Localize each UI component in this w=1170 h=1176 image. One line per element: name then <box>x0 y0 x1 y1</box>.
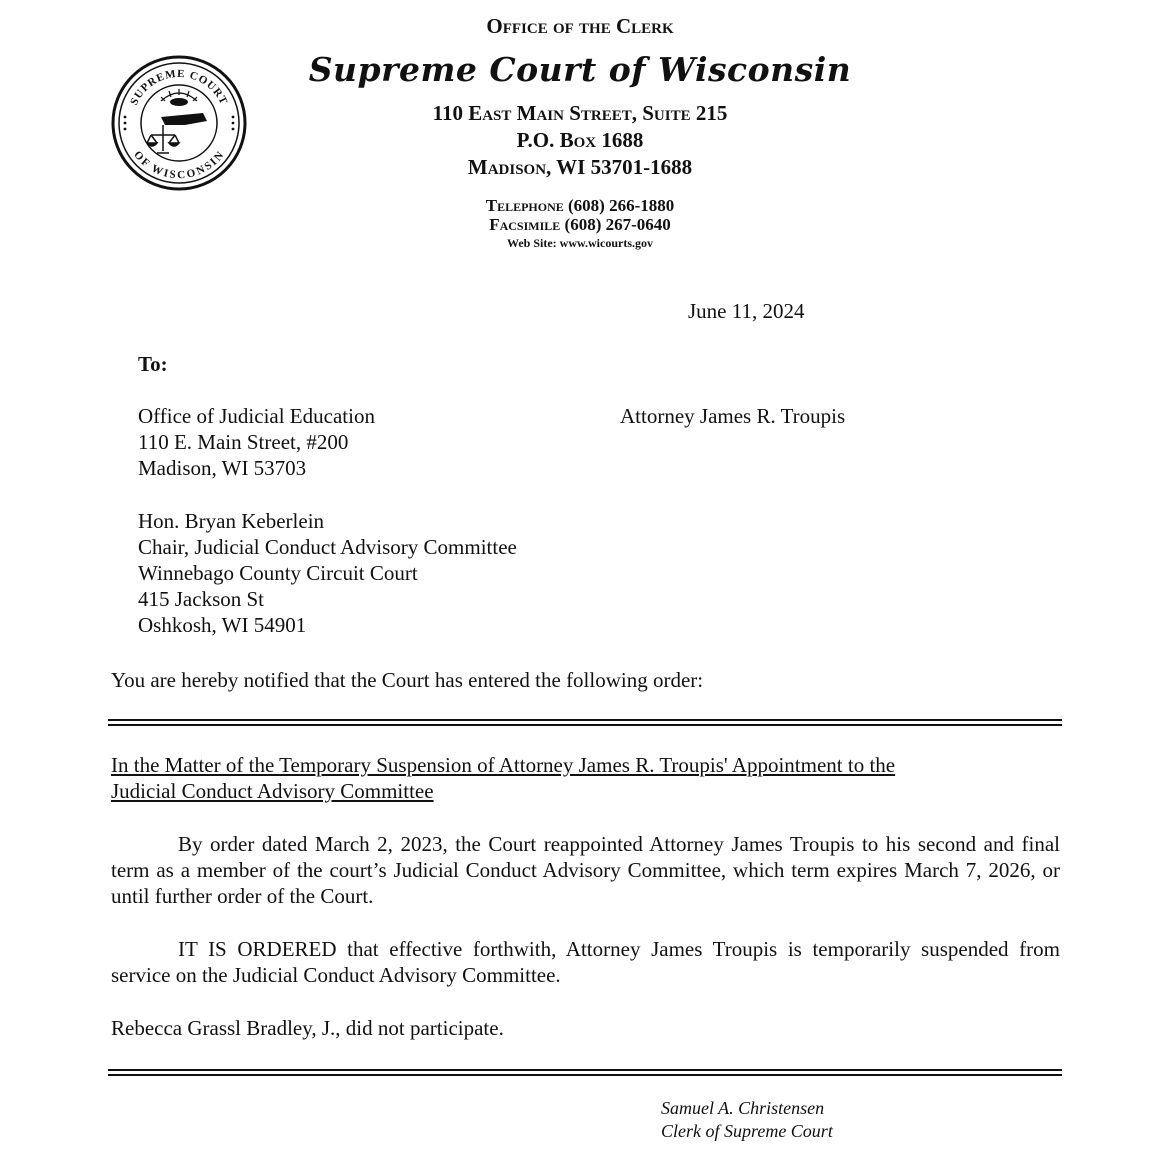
caption-line-1: In the Matter of the Temporary Suspension of Attorney James R. Troupis' Appointment to the <box>111 753 896 777</box>
signature-block <box>661 1097 833 1143</box>
recipient-block-2 <box>138 508 517 638</box>
divider-bottom <box>108 1069 1062 1076</box>
paragraph-text: By order dated March 2, 2023, the Court reappointed Attorney James Troupis to his second and final term as a member of the court’s Judicial Conduct Advisory Committee, which term expires March 7, 2026, or until further order of the Court. <box>111 832 1060 908</box>
recipient-line: Oshkosh, WI 54901 <box>138 613 307 637</box>
nonparticipation-note: Rebecca Grassl Bradley, J., did not participate. <box>111 1016 504 1040</box>
recipient-line: Hon. Bryan Keberlein <box>138 509 325 533</box>
order-paragraph-2 <box>111 936 1060 988</box>
divider-top <box>108 719 1062 726</box>
to-label: To: <box>138 352 168 376</box>
recipient-line: 415 Jackson St <box>138 587 264 611</box>
address-line-3: Madison, WI 53701-1688 <box>467 155 693 179</box>
order-paragraph-1 <box>111 831 1060 909</box>
address-line-2: P.O. Box 1688 <box>516 128 644 152</box>
telephone: Telephone (608) 266-1880 <box>485 196 675 215</box>
recipient-block-1 <box>138 403 375 481</box>
recipient-line: Chair, Judicial Conduct Advisory Committee <box>138 535 517 559</box>
seal-top-text: SUPREME COURT <box>128 67 230 108</box>
facsimile: Facsimile (608) 267-0640 <box>489 215 671 234</box>
recipient-line: Office of Judicial Education <box>138 404 375 428</box>
letter-date: June 11, 2024 <box>688 299 805 323</box>
recipient-line: Winnebago County Circuit Court <box>138 561 418 585</box>
seal-bottom-text: OF WISCONSIN <box>131 148 227 182</box>
notice-text: You are hereby notified that the Court has entered the following order: <box>111 668 704 692</box>
court-name: Supreme Court of Wisconsin <box>308 50 852 89</box>
order-caption <box>111 752 895 804</box>
website: Web Site: www.wicourts.gov <box>507 236 653 250</box>
recipient-line: Madison, WI 53703 <box>138 456 307 480</box>
signer-title: Clerk of Supreme Court <box>661 1121 833 1141</box>
office-title: Office of the Clerk <box>486 14 674 38</box>
caption-line-2: Judicial Conduct Advisory Committee <box>111 779 434 803</box>
address-line-1: 110 East Main Street, Suite 215 <box>432 101 728 125</box>
recipient-right: Attorney James R. Troupis <box>620 404 846 428</box>
paragraph-text: IT IS ORDERED that effective forthwith, Attorney James Troupis is temporarily suspended from service on the Judicial Conduct Advisory Committee. <box>111 937 1060 987</box>
recipient-line: 110 E. Main Street, #200 <box>138 430 349 454</box>
signer-name: Samuel A. Christensen <box>661 1098 825 1118</box>
